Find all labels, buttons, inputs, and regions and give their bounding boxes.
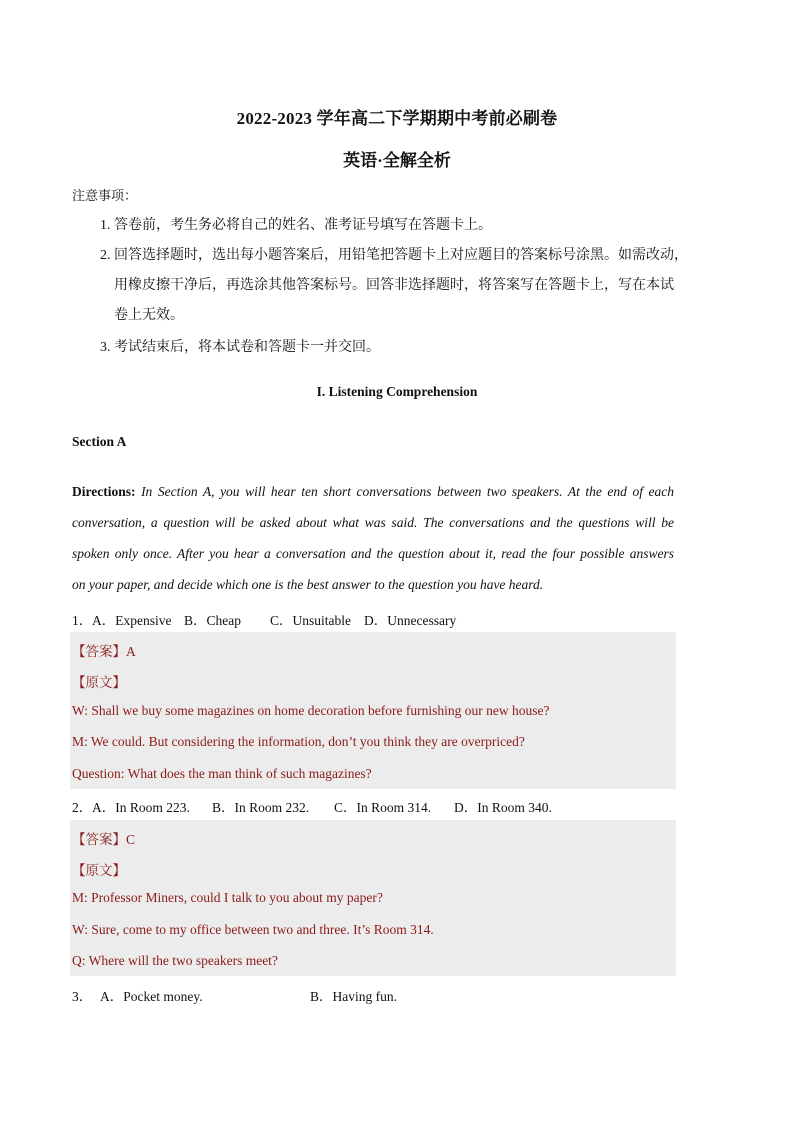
part-heading: I. Listening Comprehension — [316, 384, 478, 399]
section-heading: Section A — [72, 434, 127, 449]
note-item-3: 3. 考试结束后，将本试卷和答题卡一并交回。 — [100, 340, 380, 355]
notes-heading: 注意事项： — [72, 188, 138, 203]
q2-option-a: A．In Room 223. — [92, 800, 190, 815]
q3-option-a: A．Pocket money. — [100, 989, 203, 1004]
page-subtitle: 英语·全解全析 — [343, 151, 451, 170]
q2-transcript-label: 【原文】 — [72, 863, 126, 878]
q1-transcript-line-3: Question: What does the man think of such magazines? — [72, 766, 372, 781]
q2-transcript-line-1: M: Professor Miners, could I talk to you about my paper? — [72, 890, 383, 905]
q1-option-a: A．Expensive — [92, 613, 172, 628]
q1-transcript-line-2: M: We could. But considering the information, don’t you think they are overpriced? — [72, 734, 525, 749]
q2-transcript-line-2: W: Sure, come to my office between two and three. It’s Room 314. — [72, 922, 434, 937]
page-title: 2022-2023 学年高二下学期期中考前必刷卷 — [236, 109, 558, 128]
directions-line-4: on your paper, and decide which one is the best answer to the question you have heard. — [72, 577, 544, 592]
directions-label: Directions: — [72, 484, 136, 499]
q1-number: 1． — [72, 613, 93, 628]
directions-line-2: conversation, a question will be asked about what was said. The conversations and the questions will be — [72, 515, 674, 530]
note-item-2-line-3: 卷上无效。 — [114, 308, 184, 323]
q2-option-c: C．In Room 314. — [334, 800, 432, 815]
q2-option-b: B．In Room 232. — [212, 800, 310, 815]
note-item-1: 1. 答卷前，考生务必将自己的姓名、准考证号填写在答题卡上。 — [100, 218, 492, 233]
directions-text-1: In Section A, you will hear ten short conversations between two speakers. At the end of each — [141, 484, 675, 499]
directions-line-3: spoken only once. After you hear a conversation and the question about it, read the four possible answers — [72, 546, 674, 561]
q1-answer: 【答案】A — [72, 644, 136, 659]
q1-option-b: B．Cheap — [184, 613, 241, 628]
note-item-2-line-2: 用橡皮擦干净后，再选涂其他答案标号。回答非选择题时，将答案写在答题卡上，写在本试 — [114, 278, 674, 293]
note-item-2-line-1: 2. 回答选择题时，选出每小题答案后，用铅笔把答题卡上对应题目的答案标号涂黑。如需改动， — [100, 248, 688, 263]
q1-transcript-label: 【原文】 — [72, 675, 126, 690]
q3-number: 3． — [72, 989, 93, 1004]
q3-option-b: B．Having fun. — [310, 989, 397, 1004]
q1-transcript-line-1: W: Shall we buy some magazines on home decoration before furnishing our new house? — [72, 703, 550, 718]
q2-option-d: D．In Room 340. — [454, 800, 552, 815]
q1-option-c: C．Unsuitable — [270, 613, 351, 628]
directions-line-1 — [72, 484, 674, 500]
q2-number: 2． — [72, 800, 93, 815]
q2-answer: 【答案】C — [72, 832, 136, 847]
q2-transcript-line-3: Q: Where will the two speakers meet? — [72, 953, 278, 968]
q1-option-d: D．Unnecessary — [364, 613, 457, 628]
